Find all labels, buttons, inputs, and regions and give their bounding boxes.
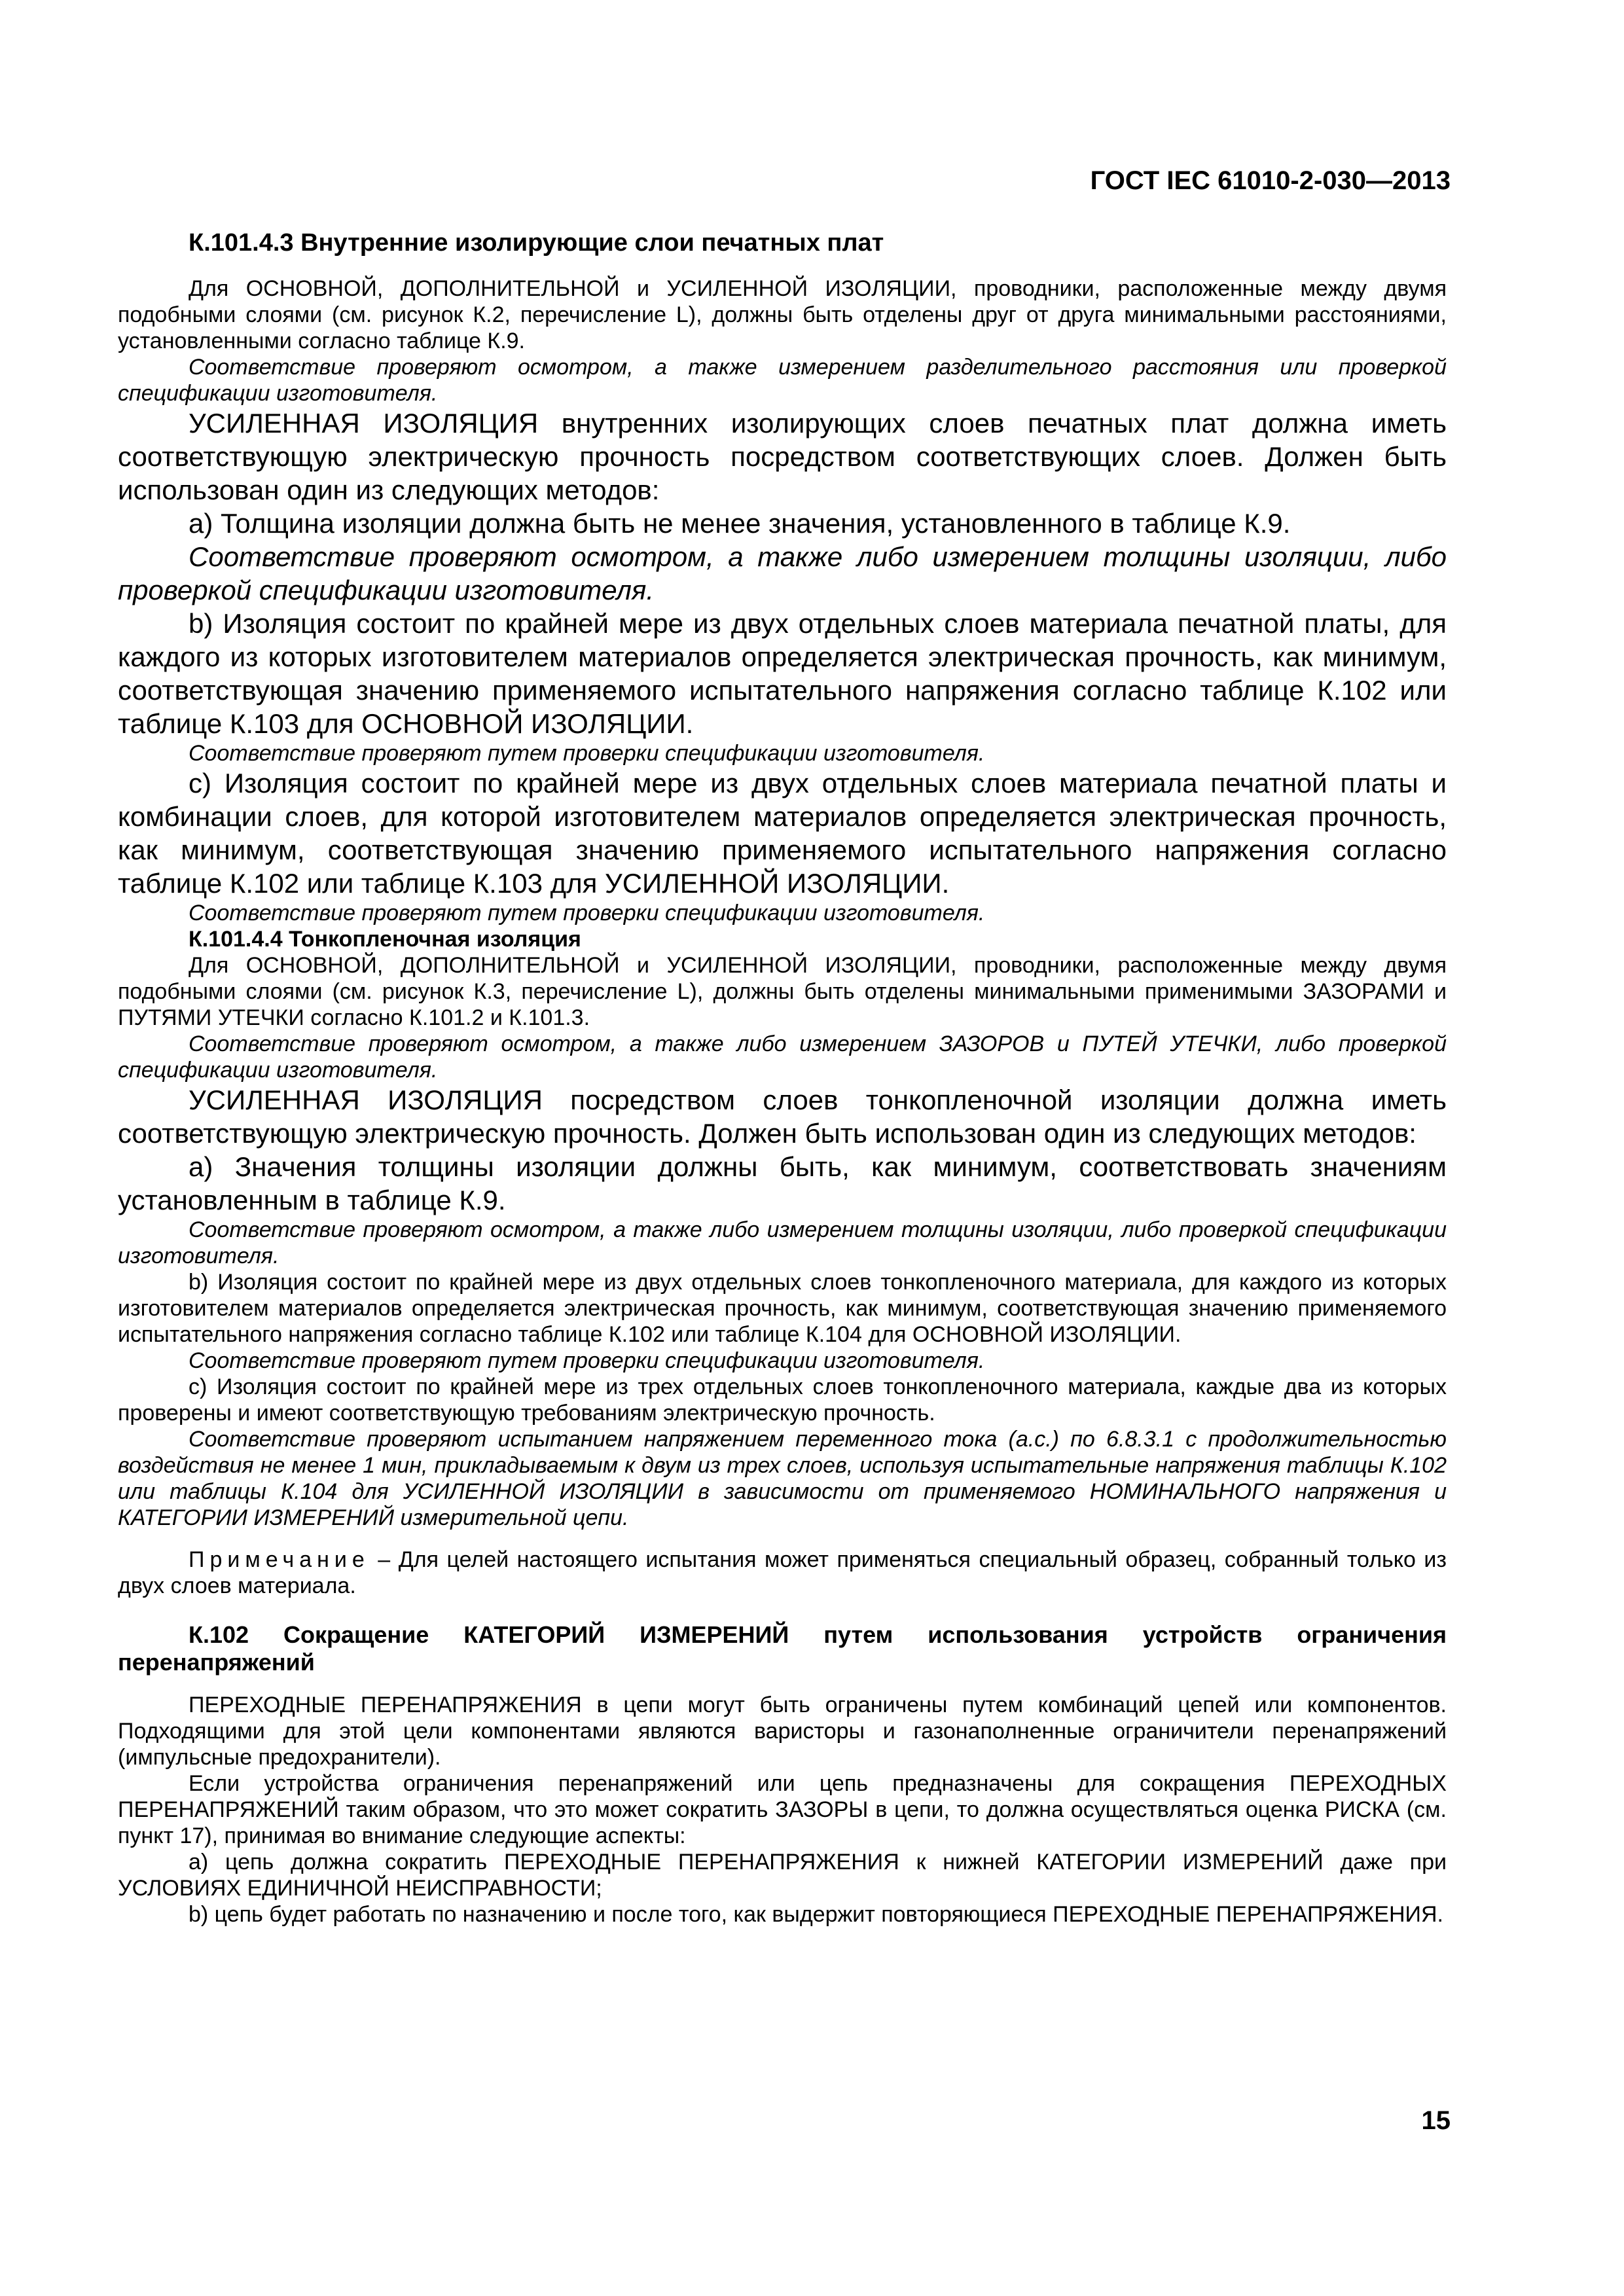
list-item-a: а) Значения толщины изоляции должны быть, как минимум, соответствовать значениям установленным в таблице К.9.	[118, 1151, 1447, 1215]
list-item-c: с) Изоляция состоит по крайней мере из трех отдельных слоев тонкопленочного материала, каждые два из которых проверены и имеют соответствующую требованиям электрическую прочность.	[118, 1374, 1447, 1426]
paragraph: Для ОСНОВНОЙ, ДОПОЛНИТЕЛЬНОЙ и УСИЛЕННОЙ ИЗОЛЯЦИИ, проводники, расположенные между двумя подобными слоями (см. рисунок К.3, перечисление L), должны быть отделены минимальными применимыми ЗАЗОРАМИ и ПУТЯМИ УТЕЧКИ согласно К.101.2 и К.101.3.	[118, 953, 1447, 1030]
note	[118, 1547, 1447, 1599]
compliance-check: Соответствие проверяют путем проверки спецификации изготовителя.	[189, 1348, 985, 1373]
compliance-check: Соответствие проверяют осмотром, а также либо измерением ЗАЗОРОВ и ПУТЕЙ УТЕЧКИ, либо проверкой спецификации изготовителя.	[118, 1031, 1447, 1083]
paragraph: УСИЛЕННАЯ ИЗОЛЯЦИЯ посредством слоев тонкопленочной изоляции должна иметь соответствующую электрическую прочность. Должен быть использован один из следующих методов:	[118, 1085, 1447, 1149]
list-item-b: b) цепь будет работать по назначению и после того, как выдержит повторяющиеся ПЕРЕХОДНЫЕ ПЕРЕНАПРЯЖЕНИЯ.	[189, 1902, 1443, 1927]
compliance-check: Соответствие проверяют осмотром, а также либо измерением толщины изоляции, либо проверкой спецификации изготовителя.	[118, 1217, 1447, 1268]
paragraph: ПЕРЕХОДНЫЕ ПЕРЕНАПРЯЖЕНИЯ в цепи могут быть ограничены путем комбинаций цепей или компонентов. Подходящими для этой цели компонентами являются варисторы и газонаполненные ограничители перенапряжений (импульсные предохранители).	[118, 1693, 1447, 1770]
note-text: – Для целей настоящего испытания может применяться специальный образец, собранный только из двух слоев материала.	[118, 1547, 1447, 1598]
paragraph: УСИЛЕННАЯ ИЗОЛЯЦИЯ внутренних изолирующих слоев печатных плат должна иметь соответствующую электрическую прочность посредством соответствующих слоев. Должен быть использован один из следующих методов:	[118, 408, 1447, 505]
list-item-b: b) Изоляция состоит по крайней мере из двух отдельных слоев материала печатной платы, для каждого из которых изготовителем материалов определяется электрическая прочность, как минимум, соответствующая значению применяемого испытательного напряжения согласно таблице К.102 или таблице К.103 для ОСНОВНОЙ ИЗОЛЯЦИИ.	[118, 608, 1447, 739]
page-number: 15	[1421, 2106, 1451, 2135]
list-item-b: b) Изоляция состоит по крайней мере из двух отдельных слоев тонкопленочного материала, для каждого из которых изготовителем материалов определяется электрическая прочность, как минимум, соответствующая значению применяемого испытательного напряжения согласно таблице К.102 или таблице К.104 для ОСНОВНОЙ ИЗОЛЯЦИИ.	[118, 1270, 1447, 1347]
compliance-check: Соответствие проверяют осмотром, а также измерением разделительного расстояния или проверкой спецификации изготовителя.	[118, 355, 1447, 406]
document-body	[118, 226, 1447, 1928]
paragraph: Для ОСНОВНОЙ, ДОПОЛНИТЕЛЬНОЙ и УСИЛЕННОЙ ИЗОЛЯЦИИ, проводники, расположенные между двумя подобными слоями (см. рисунок К.2, перечисление L), должны быть отделены друг от друга минимальными расстояниями, установленными согласно таблице К.9.	[118, 276, 1447, 353]
compliance-check: Соответствие проверяют путем проверки спецификации изготовителя.	[189, 741, 985, 766]
compliance-check: Соответствие проверяют осмотром, а также либо измерением толщины изоляции, либо проверкой спецификации изготовителя.	[118, 541, 1447, 605]
list-item-a: а) цепь должна сократить ПЕРЕХОДНЫЕ ПЕРЕНАПРЯЖЕНИЯ к нижней КАТЕГОРИИ ИЗМЕРЕНИЙ даже при УСЛОВИЯХ ЕДИНИЧНОЙ НЕИСПРАВНОСТИ;	[118, 1850, 1447, 1901]
section-title-k10143: К.101.4.3 Внутренние изолирующие слои печатных плат	[189, 229, 884, 257]
section-title-k10144: К.101.4.4 Тонкопленочная изоляция	[189, 927, 581, 952]
note-label: Примечание	[189, 1547, 370, 1572]
compliance-check: Соответствие проверяют путем проверки спецификации изготовителя.	[189, 901, 985, 925]
list-item-a: а) Толщина изоляции должна быть не менее значения, установленного в таблице К.9.	[189, 508, 1291, 539]
paragraph: Если устройства ограничения перенапряжений или цепь предназначены для сокращения ПЕРЕХОДНЫХ ПЕРЕНАПРЯЖЕНИЙ таким образом, что это может сократить ЗАЗОРЫ в цепи, то должна осуществляться оценка РИСКА (см. пункт 17), принимая во внимание следующие аспекты:	[118, 1771, 1447, 1848]
list-item-c: с) Изоляция состоит по крайней мере из двух отдельных слоев материала печатной платы и комбинации слоев, для которой изготовителем материалов определяется электрическая прочность, как минимум, соответствующая значению применяемого испытательного напряжения согласно таблице К.102 или таблице К.103 для УСИЛЕННОЙ ИЗОЛЯЦИИ.	[118, 768, 1447, 899]
compliance-check: Соответствие проверяют испытанием напряжением переменного тока (а.с.) по 6.8.3.1 с продолжительностью воздействия не менее 1 мин, прикладываемым к двум из трех слоев, используя испытательные напряжения таблицы К.102 или таблицы К.104 для УСИЛЕННОЙ ИЗОЛЯЦИИ в зависимости от применяемого НОМИНАЛЬНОГО напряжения и КАТЕГОРИИ ИЗМЕРЕНИЙ измерительной цепи.	[118, 1427, 1447, 1530]
section-title-k102: К.102 Сокращение КАТЕГОРИЙ ИЗМЕРЕНИЙ путем использования устройств ограничения перенапряжений	[118, 1621, 1447, 1676]
standard-header: ГОСТ IEC 61010-2-030—2013	[1090, 166, 1451, 195]
